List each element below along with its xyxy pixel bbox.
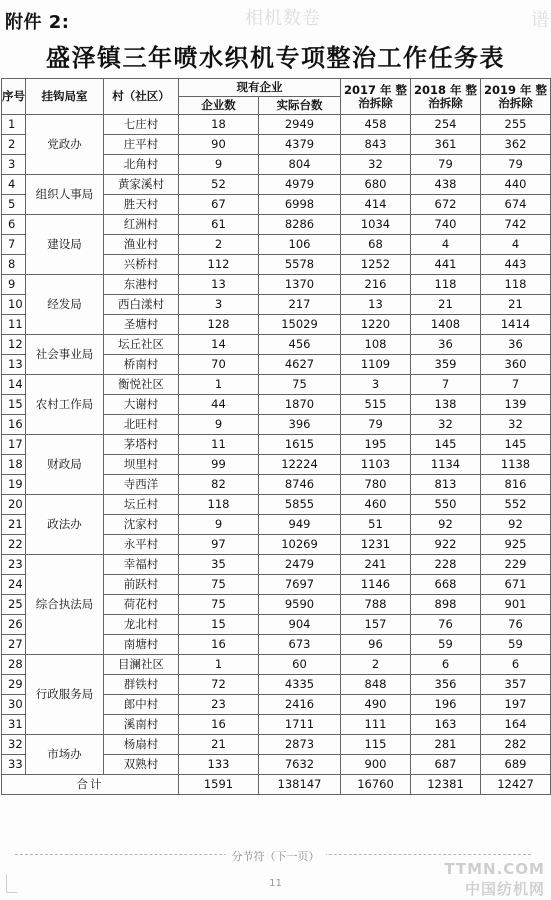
row-seq: 3: [2, 155, 26, 175]
row-machines: 4379: [259, 135, 341, 155]
row-enterprises: 16: [179, 715, 259, 735]
row-enterprises: 1: [179, 375, 259, 395]
row-village: 衡悦社区: [104, 375, 179, 395]
row-2018: 438: [411, 175, 481, 195]
row-2018: 1134: [411, 455, 481, 475]
row-seq: 6: [2, 215, 26, 235]
row-seq: 4: [2, 175, 26, 195]
row-seq: 22: [2, 535, 26, 555]
row-enterprises: 90: [179, 135, 259, 155]
header-2017: 2017 年 整治拆除: [341, 79, 411, 115]
row-2017: 1109: [341, 355, 411, 375]
row-2017: 115: [341, 735, 411, 755]
row-2017: 241: [341, 555, 411, 575]
row-2018: 356: [411, 675, 481, 695]
row-2018: 898: [411, 595, 481, 615]
row-2019: 357: [481, 675, 551, 695]
row-village: 目澜社区: [104, 655, 179, 675]
row-enterprises: 35: [179, 555, 259, 575]
row-bureau: 党政办: [26, 115, 104, 175]
row-2018: 922: [411, 535, 481, 555]
row-enterprises: 99: [179, 455, 259, 475]
row-enterprises: 112: [179, 255, 259, 275]
row-2019: 6: [481, 655, 551, 675]
row-2019: 925: [481, 535, 551, 555]
row-enterprises: 21: [179, 735, 259, 755]
row-2017: 51: [341, 515, 411, 535]
row-enterprises: 14: [179, 335, 259, 355]
row-2018: 145: [411, 435, 481, 455]
row-village: 群铁村: [104, 675, 179, 695]
row-enterprises: 75: [179, 595, 259, 615]
row-2018: 668: [411, 575, 481, 595]
row-village: 黄家溪村: [104, 175, 179, 195]
row-village: 庄平村: [104, 135, 179, 155]
row-machines: 456: [259, 335, 341, 355]
row-seq: 7: [2, 235, 26, 255]
row-2017: 780: [341, 475, 411, 495]
row-2019: 440: [481, 175, 551, 195]
table-row: [2, 655, 551, 675]
total-2019: 12427: [481, 775, 551, 795]
table-row: [2, 735, 551, 755]
row-2017: 1034: [341, 215, 411, 235]
row-village: 渔业村: [104, 235, 179, 255]
row-village: 茅塔村: [104, 435, 179, 455]
row-2018: 118: [411, 275, 481, 295]
header-2019: 2019 年 整治拆除: [481, 79, 551, 115]
row-enterprises: 9: [179, 155, 259, 175]
row-machines: 2873: [259, 735, 341, 755]
row-2017: 195: [341, 435, 411, 455]
table-row: [2, 115, 551, 135]
row-enterprises: 1: [179, 655, 259, 675]
row-2018: 359: [411, 355, 481, 375]
corner-crop-mark: [6, 874, 17, 893]
total-enterprises: 1591: [179, 775, 259, 795]
row-seq: 33: [2, 755, 26, 775]
row-seq: 19: [2, 475, 26, 495]
row-2018: 254: [411, 115, 481, 135]
row-village: 坝里村: [104, 455, 179, 475]
row-2018: 79: [411, 155, 481, 175]
row-2019: 742: [481, 215, 551, 235]
row-2019: 92: [481, 515, 551, 535]
row-machines: 106: [259, 235, 341, 255]
row-machines: 7632: [259, 755, 341, 775]
row-machines: 8286: [259, 215, 341, 235]
table-row: [2, 375, 551, 395]
row-enterprises: 133: [179, 755, 259, 775]
row-seq: 26: [2, 615, 26, 635]
row-2018: 4: [411, 235, 481, 255]
row-seq: 25: [2, 595, 26, 615]
row-village: 坛丘社区: [104, 335, 179, 355]
row-machines: 2416: [259, 695, 341, 715]
row-machines: 12224: [259, 455, 341, 475]
row-2018: 138: [411, 395, 481, 415]
row-2019: 362: [481, 135, 551, 155]
row-seq: 10: [2, 295, 26, 315]
total-2018: 12381: [411, 775, 481, 795]
row-machines: 5855: [259, 495, 341, 515]
row-village: 杨扇村: [104, 735, 179, 755]
table-row: [2, 495, 551, 515]
watermark-site-name: 中国纺机网: [464, 880, 545, 898]
row-2017: 111: [341, 715, 411, 735]
row-2018: 281: [411, 735, 481, 755]
row-2019: 118: [481, 275, 551, 295]
row-2017: 68: [341, 235, 411, 255]
row-seq: 5: [2, 195, 26, 215]
row-2017: 458: [341, 115, 411, 135]
row-enterprises: 61: [179, 215, 259, 235]
row-2019: 145: [481, 435, 551, 455]
page-title: 盛泽镇三年喷水织机专项整治工作任务表: [46, 44, 505, 72]
row-2018: 76: [411, 615, 481, 635]
table-body: [2, 115, 551, 775]
row-machines: 60: [259, 655, 341, 675]
row-2017: 1103: [341, 455, 411, 475]
row-machines: 673: [259, 635, 341, 655]
row-2018: 163: [411, 715, 481, 735]
row-machines: 10269: [259, 535, 341, 555]
row-2019: 443: [481, 255, 551, 275]
row-village: 桥南村: [104, 355, 179, 375]
row-seq: 24: [2, 575, 26, 595]
row-enterprises: 15: [179, 615, 259, 635]
row-2018: 32: [411, 415, 481, 435]
header-2018: 2018 年 整治拆除: [411, 79, 481, 115]
row-seq: 30: [2, 695, 26, 715]
row-enterprises: 9: [179, 415, 259, 435]
row-village: 西白漾村: [104, 295, 179, 315]
row-bureau: 财政局: [26, 435, 104, 495]
row-2019: 816: [481, 475, 551, 495]
row-seq: 18: [2, 455, 26, 475]
row-machines: 949: [259, 515, 341, 535]
table-footer: [2, 775, 551, 795]
row-seq: 28: [2, 655, 26, 675]
row-enterprises: 67: [179, 195, 259, 215]
row-bureau: 农村工作局: [26, 375, 104, 435]
row-2017: 13: [341, 295, 411, 315]
row-2018: 92: [411, 515, 481, 535]
row-2018: 813: [411, 475, 481, 495]
row-2018: 7: [411, 375, 481, 395]
header-machine-count: 实际台数: [259, 97, 341, 115]
table-row: [2, 435, 551, 455]
row-enterprises: 97: [179, 535, 259, 555]
section-break-text: 分节符（下一页）: [226, 850, 326, 863]
row-seq: 23: [2, 555, 26, 575]
row-village: 荷花村: [104, 595, 179, 615]
row-machines: 804: [259, 155, 341, 175]
faded-corner-text: 谱: [531, 10, 549, 31]
row-2017: 3: [341, 375, 411, 395]
row-bureau: 经发局: [26, 275, 104, 335]
row-2018: 1408: [411, 315, 481, 335]
row-2017: 490: [341, 695, 411, 715]
row-village: 沈家村: [104, 515, 179, 535]
table-row: [2, 335, 551, 355]
row-seq: 31: [2, 715, 26, 735]
row-2018: 550: [411, 495, 481, 515]
row-2017: 900: [341, 755, 411, 775]
total-label: 合计: [2, 775, 179, 795]
row-village: 东港村: [104, 275, 179, 295]
task-table: [1, 78, 551, 795]
row-2019: 79: [481, 155, 551, 175]
row-bureau: 行政服务局: [26, 655, 104, 735]
row-2019: 552: [481, 495, 551, 515]
row-village: 寺西洋: [104, 475, 179, 495]
row-seq: 16: [2, 415, 26, 435]
row-seq: 20: [2, 495, 26, 515]
row-enterprises: 82: [179, 475, 259, 495]
row-village: 红洲村: [104, 215, 179, 235]
row-2017: 414: [341, 195, 411, 215]
row-seq: 13: [2, 355, 26, 375]
row-bureau: 政法办: [26, 495, 104, 555]
row-seq: 29: [2, 675, 26, 695]
row-2017: 157: [341, 615, 411, 635]
row-2018: 196: [411, 695, 481, 715]
row-village: 前跃村: [104, 575, 179, 595]
row-bureau: 社会事业局: [26, 335, 104, 375]
row-bureau: 组织人事局: [26, 175, 104, 215]
row-village: 南塘村: [104, 635, 179, 655]
row-machines: 1615: [259, 435, 341, 455]
row-2018: 740: [411, 215, 481, 235]
row-2017: 848: [341, 675, 411, 695]
row-machines: 5578: [259, 255, 341, 275]
row-seq: 17: [2, 435, 26, 455]
row-2019: 282: [481, 735, 551, 755]
row-2017: 460: [341, 495, 411, 515]
row-village: 北旺村: [104, 415, 179, 435]
row-village: 七庄村: [104, 115, 179, 135]
row-2019: 32: [481, 415, 551, 435]
row-bureau: 市场办: [26, 735, 104, 775]
row-machines: 396: [259, 415, 341, 435]
row-village: 胜天村: [104, 195, 179, 215]
header-enterprise-count: 企业数: [179, 97, 259, 115]
row-2017: 216: [341, 275, 411, 295]
row-2019: 901: [481, 595, 551, 615]
row-village: 龙北村: [104, 615, 179, 635]
row-2019: 21: [481, 295, 551, 315]
row-machines: 8746: [259, 475, 341, 495]
row-enterprises: 3: [179, 295, 259, 315]
row-2019: 671: [481, 575, 551, 595]
row-2017: 1146: [341, 575, 411, 595]
row-2018: 687: [411, 755, 481, 775]
task-table-wrapper: [1, 78, 550, 795]
row-2019: 139: [481, 395, 551, 415]
row-2019: 7: [481, 375, 551, 395]
row-2017: 32: [341, 155, 411, 175]
row-2018: 6: [411, 655, 481, 675]
row-2017: 79: [341, 415, 411, 435]
watermark-domain: TTMN.COM: [444, 860, 545, 878]
row-machines: 1711: [259, 715, 341, 735]
row-2017: 2: [341, 655, 411, 675]
row-enterprises: 18: [179, 115, 259, 135]
row-enterprises: 75: [179, 575, 259, 595]
row-enterprises: 16: [179, 635, 259, 655]
page-number: 11: [269, 878, 282, 889]
header-village: 村（社区）: [104, 79, 179, 115]
row-2018: 21: [411, 295, 481, 315]
table-row: [2, 215, 551, 235]
table-row: [2, 555, 551, 575]
total-machines: 138147: [259, 775, 341, 795]
row-2017: 1252: [341, 255, 411, 275]
row-machines: 2479: [259, 555, 341, 575]
row-enterprises: 23: [179, 695, 259, 715]
table-header: [2, 79, 551, 115]
row-seq: 2: [2, 135, 26, 155]
row-seq: 8: [2, 255, 26, 275]
row-enterprises: 52: [179, 175, 259, 195]
row-seq: 12: [2, 335, 26, 355]
row-2017: 788: [341, 595, 411, 615]
row-seq: 1: [2, 115, 26, 135]
row-village: 溪南村: [104, 715, 179, 735]
row-village: 北角村: [104, 155, 179, 175]
row-village: 兴桥村: [104, 255, 179, 275]
table-row: [2, 275, 551, 295]
row-village: 郎中村: [104, 695, 179, 715]
row-seq: 32: [2, 735, 26, 755]
row-2017: 1231: [341, 535, 411, 555]
header-bureau: 挂钩局室: [26, 79, 104, 115]
row-enterprises: 128: [179, 315, 259, 335]
row-enterprises: 11: [179, 435, 259, 455]
row-2019: 674: [481, 195, 551, 215]
row-2019: 229: [481, 555, 551, 575]
row-2018: 59: [411, 635, 481, 655]
row-2017: 96: [341, 635, 411, 655]
row-machines: 4979: [259, 175, 341, 195]
row-bureau: 建设局: [26, 215, 104, 275]
row-machines: 75: [259, 375, 341, 395]
row-2017: 108: [341, 335, 411, 355]
row-seq: 27: [2, 635, 26, 655]
row-village: 永平村: [104, 535, 179, 555]
row-2018: 228: [411, 555, 481, 575]
row-village: 坛丘村: [104, 495, 179, 515]
row-2019: 360: [481, 355, 551, 375]
header-seq: 序号: [2, 79, 26, 115]
row-2019: 197: [481, 695, 551, 715]
row-enterprises: 118: [179, 495, 259, 515]
row-village: 圣塘村: [104, 315, 179, 335]
row-machines: 9590: [259, 595, 341, 615]
row-2017: 680: [341, 175, 411, 195]
row-2017: 515: [341, 395, 411, 415]
row-enterprises: 9: [179, 515, 259, 535]
attachment-label: 附件 2:: [5, 12, 70, 33]
row-enterprises: 44: [179, 395, 259, 415]
table-row: [2, 175, 551, 195]
total-row: [2, 775, 551, 795]
row-2019: 1414: [481, 315, 551, 335]
row-2017: 1220: [341, 315, 411, 335]
row-village: 幸福村: [104, 555, 179, 575]
row-2018: 441: [411, 255, 481, 275]
row-village: 大谢村: [104, 395, 179, 415]
row-machines: 2949: [259, 115, 341, 135]
row-enterprises: 72: [179, 675, 259, 695]
row-2019: 4: [481, 235, 551, 255]
row-machines: 7697: [259, 575, 341, 595]
row-machines: 217: [259, 295, 341, 315]
row-machines: 4335: [259, 675, 341, 695]
row-2019: 36: [481, 335, 551, 355]
row-machines: 4627: [259, 355, 341, 375]
faded-header-text: 相机数卷: [245, 8, 321, 29]
row-seq: 11: [2, 315, 26, 335]
row-enterprises: 2: [179, 235, 259, 255]
row-2018: 36: [411, 335, 481, 355]
row-2019: 255: [481, 115, 551, 135]
row-enterprises: 70: [179, 355, 259, 375]
row-machines: 1370: [259, 275, 341, 295]
row-bureau: 综合执法局: [26, 555, 104, 655]
row-seq: 14: [2, 375, 26, 395]
row-2019: 689: [481, 755, 551, 775]
row-seq: 15: [2, 395, 26, 415]
row-seq: 21: [2, 515, 26, 535]
total-2017: 16760: [341, 775, 411, 795]
row-machines: 6998: [259, 195, 341, 215]
header-existing-enterprises: 现有企业: [179, 79, 341, 97]
row-machines: 15029: [259, 315, 341, 335]
row-village: 双熟村: [104, 755, 179, 775]
row-enterprises: 13: [179, 275, 259, 295]
row-machines: 1870: [259, 395, 341, 415]
row-2019: 59: [481, 635, 551, 655]
site-watermark: [444, 860, 545, 899]
row-2019: 1138: [481, 455, 551, 475]
row-2019: 76: [481, 615, 551, 635]
row-2019: 164: [481, 715, 551, 735]
row-machines: 904: [259, 615, 341, 635]
row-2018: 672: [411, 195, 481, 215]
row-2017: 843: [341, 135, 411, 155]
row-seq: 9: [2, 275, 26, 295]
row-2018: 361: [411, 135, 481, 155]
